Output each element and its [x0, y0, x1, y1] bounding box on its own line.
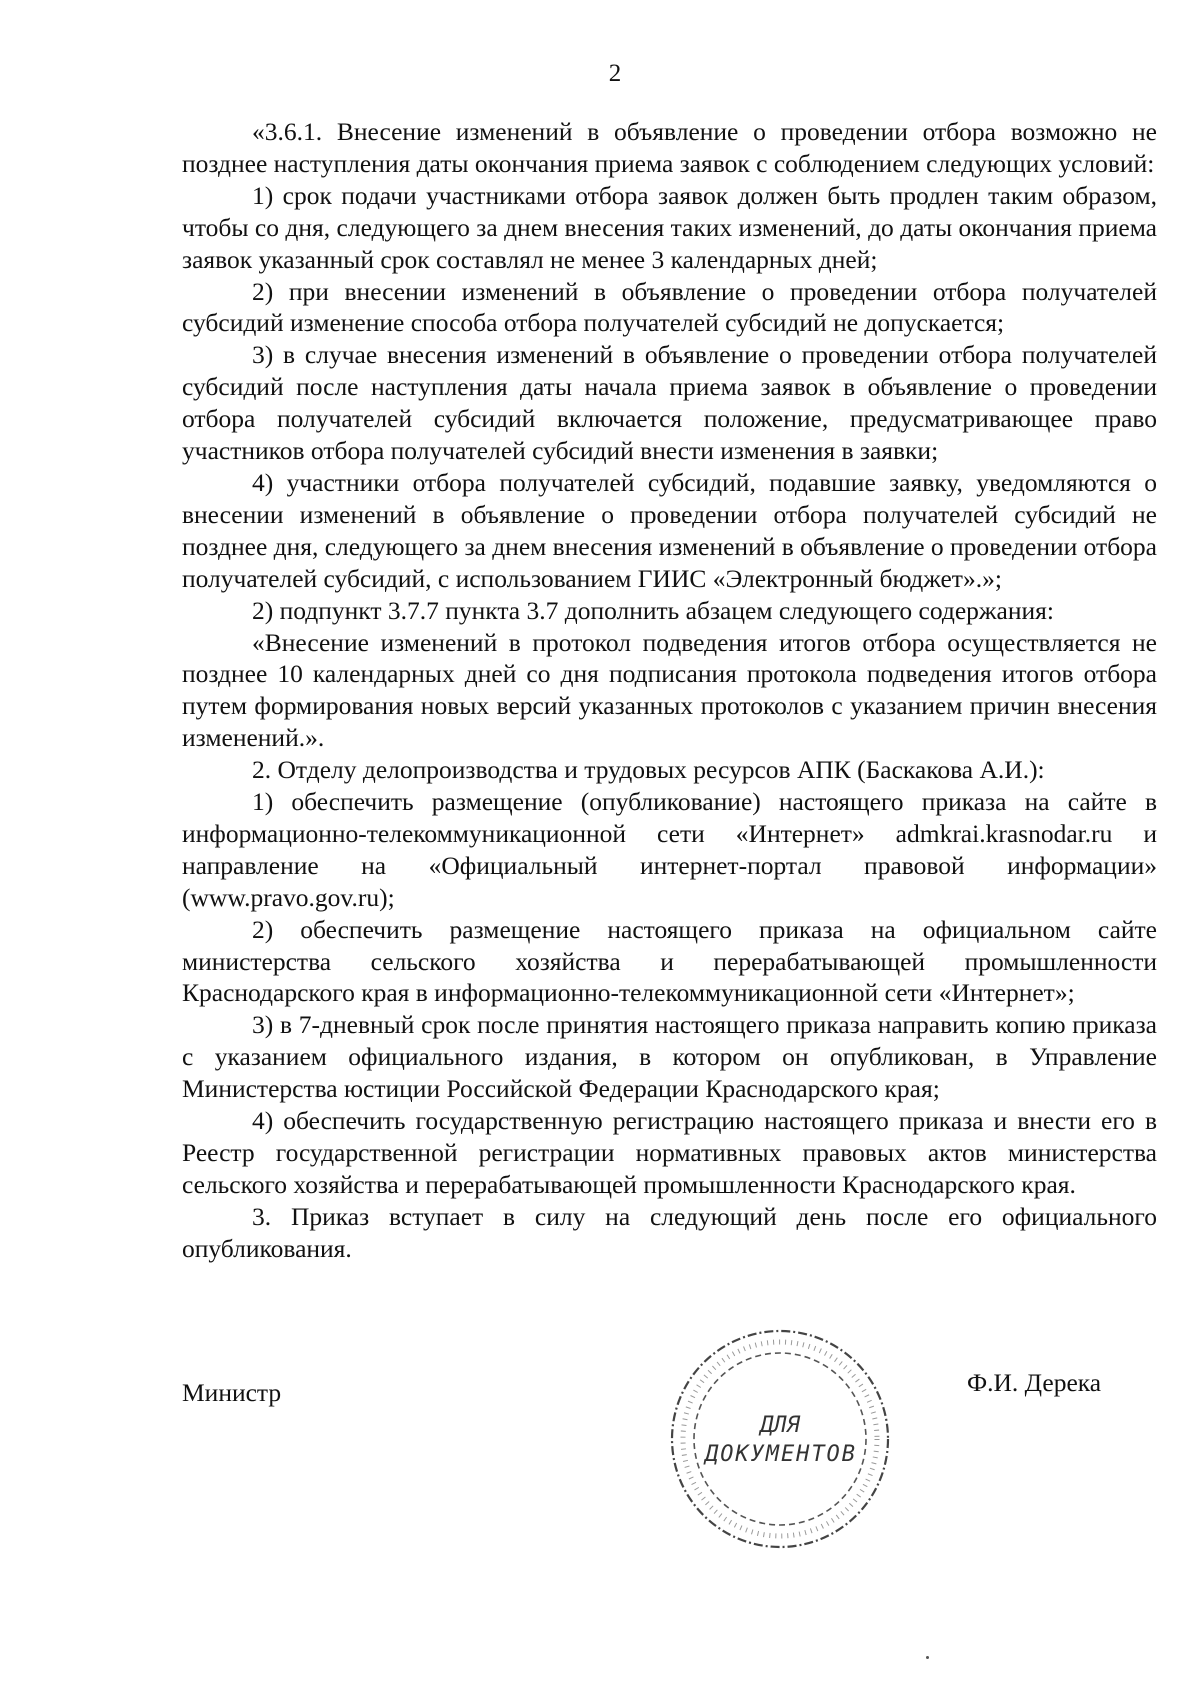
stamp-line-2: ДОКУМЕНТОВ — [705, 1442, 855, 1467]
paragraph: 1) обеспечить размещение (опубликование) настоящего приказа на сайте в информационно-телекоммуникационной сети «Интернет» admkrai.krasnodar.ru и направление на «Официальный интернет-портал правовой информации» (www.pravo.gov.ru); — [182, 787, 1157, 912]
signatory-name: Ф.И. Дерека — [967, 1368, 1102, 1397]
paragraph: 2) при внесении изменений в объявление о проведении отбора получателей субсидий изменение способа отбора получателей субсидий не допускается; — [182, 276, 1157, 338]
paragraph: 2. Отделу делопроизводства и трудовых ресурсов АПК (Баскакова А.И.): — [252, 755, 1045, 785]
paragraph: 3) в случае внесения изменений в объявление о проведении отбора получателей субсидий после наступления даты начала приема заявок в объявление о проведении отбора получателей субсидий включается положение, предусматривающее право участников отбора получателей субсидий внести изменения в заявки; — [182, 340, 1157, 466]
paragraph: 3. Приказ вступает в силу на следующий день после его официального опубликования. — [182, 1201, 1157, 1263]
stamp-seal — [665, 1324, 895, 1554]
paragraph: 1) срок подачи участниками отбора заявок должен быть продлен таким образом, чтобы со дня, следующего за днем внесения таких изменений, до даты окончания приема заявок указанный срок составлял не менее 3 календарных дней; — [182, 180, 1157, 274]
document-body — [182, 116, 1157, 1265]
paragraph: 2) подпункт 3.7.7 пункта 3.7 дополнить абзацем следующего содержания: — [252, 595, 1054, 625]
page-number: 2 — [608, 60, 622, 87]
paragraph: 3) в 7-дневный срок после принятия настоящего приказа направить копию приказа с указанием официального издания, в котором он опубликован, в Управление Министерства юстиции Российской Федерации Краснодарского края; — [182, 1010, 1157, 1104]
paragraph: «3.6.1. Внесение изменений в объявление о проведении отбора возможно не позднее наступления даты окончания приема заявок с соблюдением следующих условий: — [182, 117, 1157, 178]
paragraph: 4) обеспечить государственную регистрацию настоящего приказа и внести его в Реестр государственной регистрации нормативных правовых актов министерства сельского хозяйства и перерабатывающей промышленности Краснодарского края. — [182, 1106, 1157, 1199]
paragraph: «Внесение изменений в протокол подведения итогов отбора осуществляется не позднее 10 календарных дней со дня подписания протокола подведения итогов отбора путем формирования новых версий указанных протоколов с указанием причин внесения изменений.». — [182, 627, 1157, 753]
scan-speck — [926, 1656, 929, 1659]
signatory-title: Министр — [182, 1378, 282, 1407]
paragraph: 4) участники отбора получателей субсидий, подавшие заявку, уведомляются о внесении изменений в объявление о проведении отбора получателей субсидий не позднее дня, следующего за днем внесения изменений в объявление о проведении отбора получателей субсидий, с использованием ГИИС «Электронный бюджет».»; — [182, 467, 1157, 593]
stamp-line-1: ДЛЯ — [760, 1413, 800, 1438]
paragraph: 2) обеспечить размещение настоящего приказа на официальном сайте министерства сельского хозяйства и перерабатывающей промышленности Краснодарского края в информационно-телекоммуникационной сети «Интернет»; — [182, 914, 1157, 1008]
